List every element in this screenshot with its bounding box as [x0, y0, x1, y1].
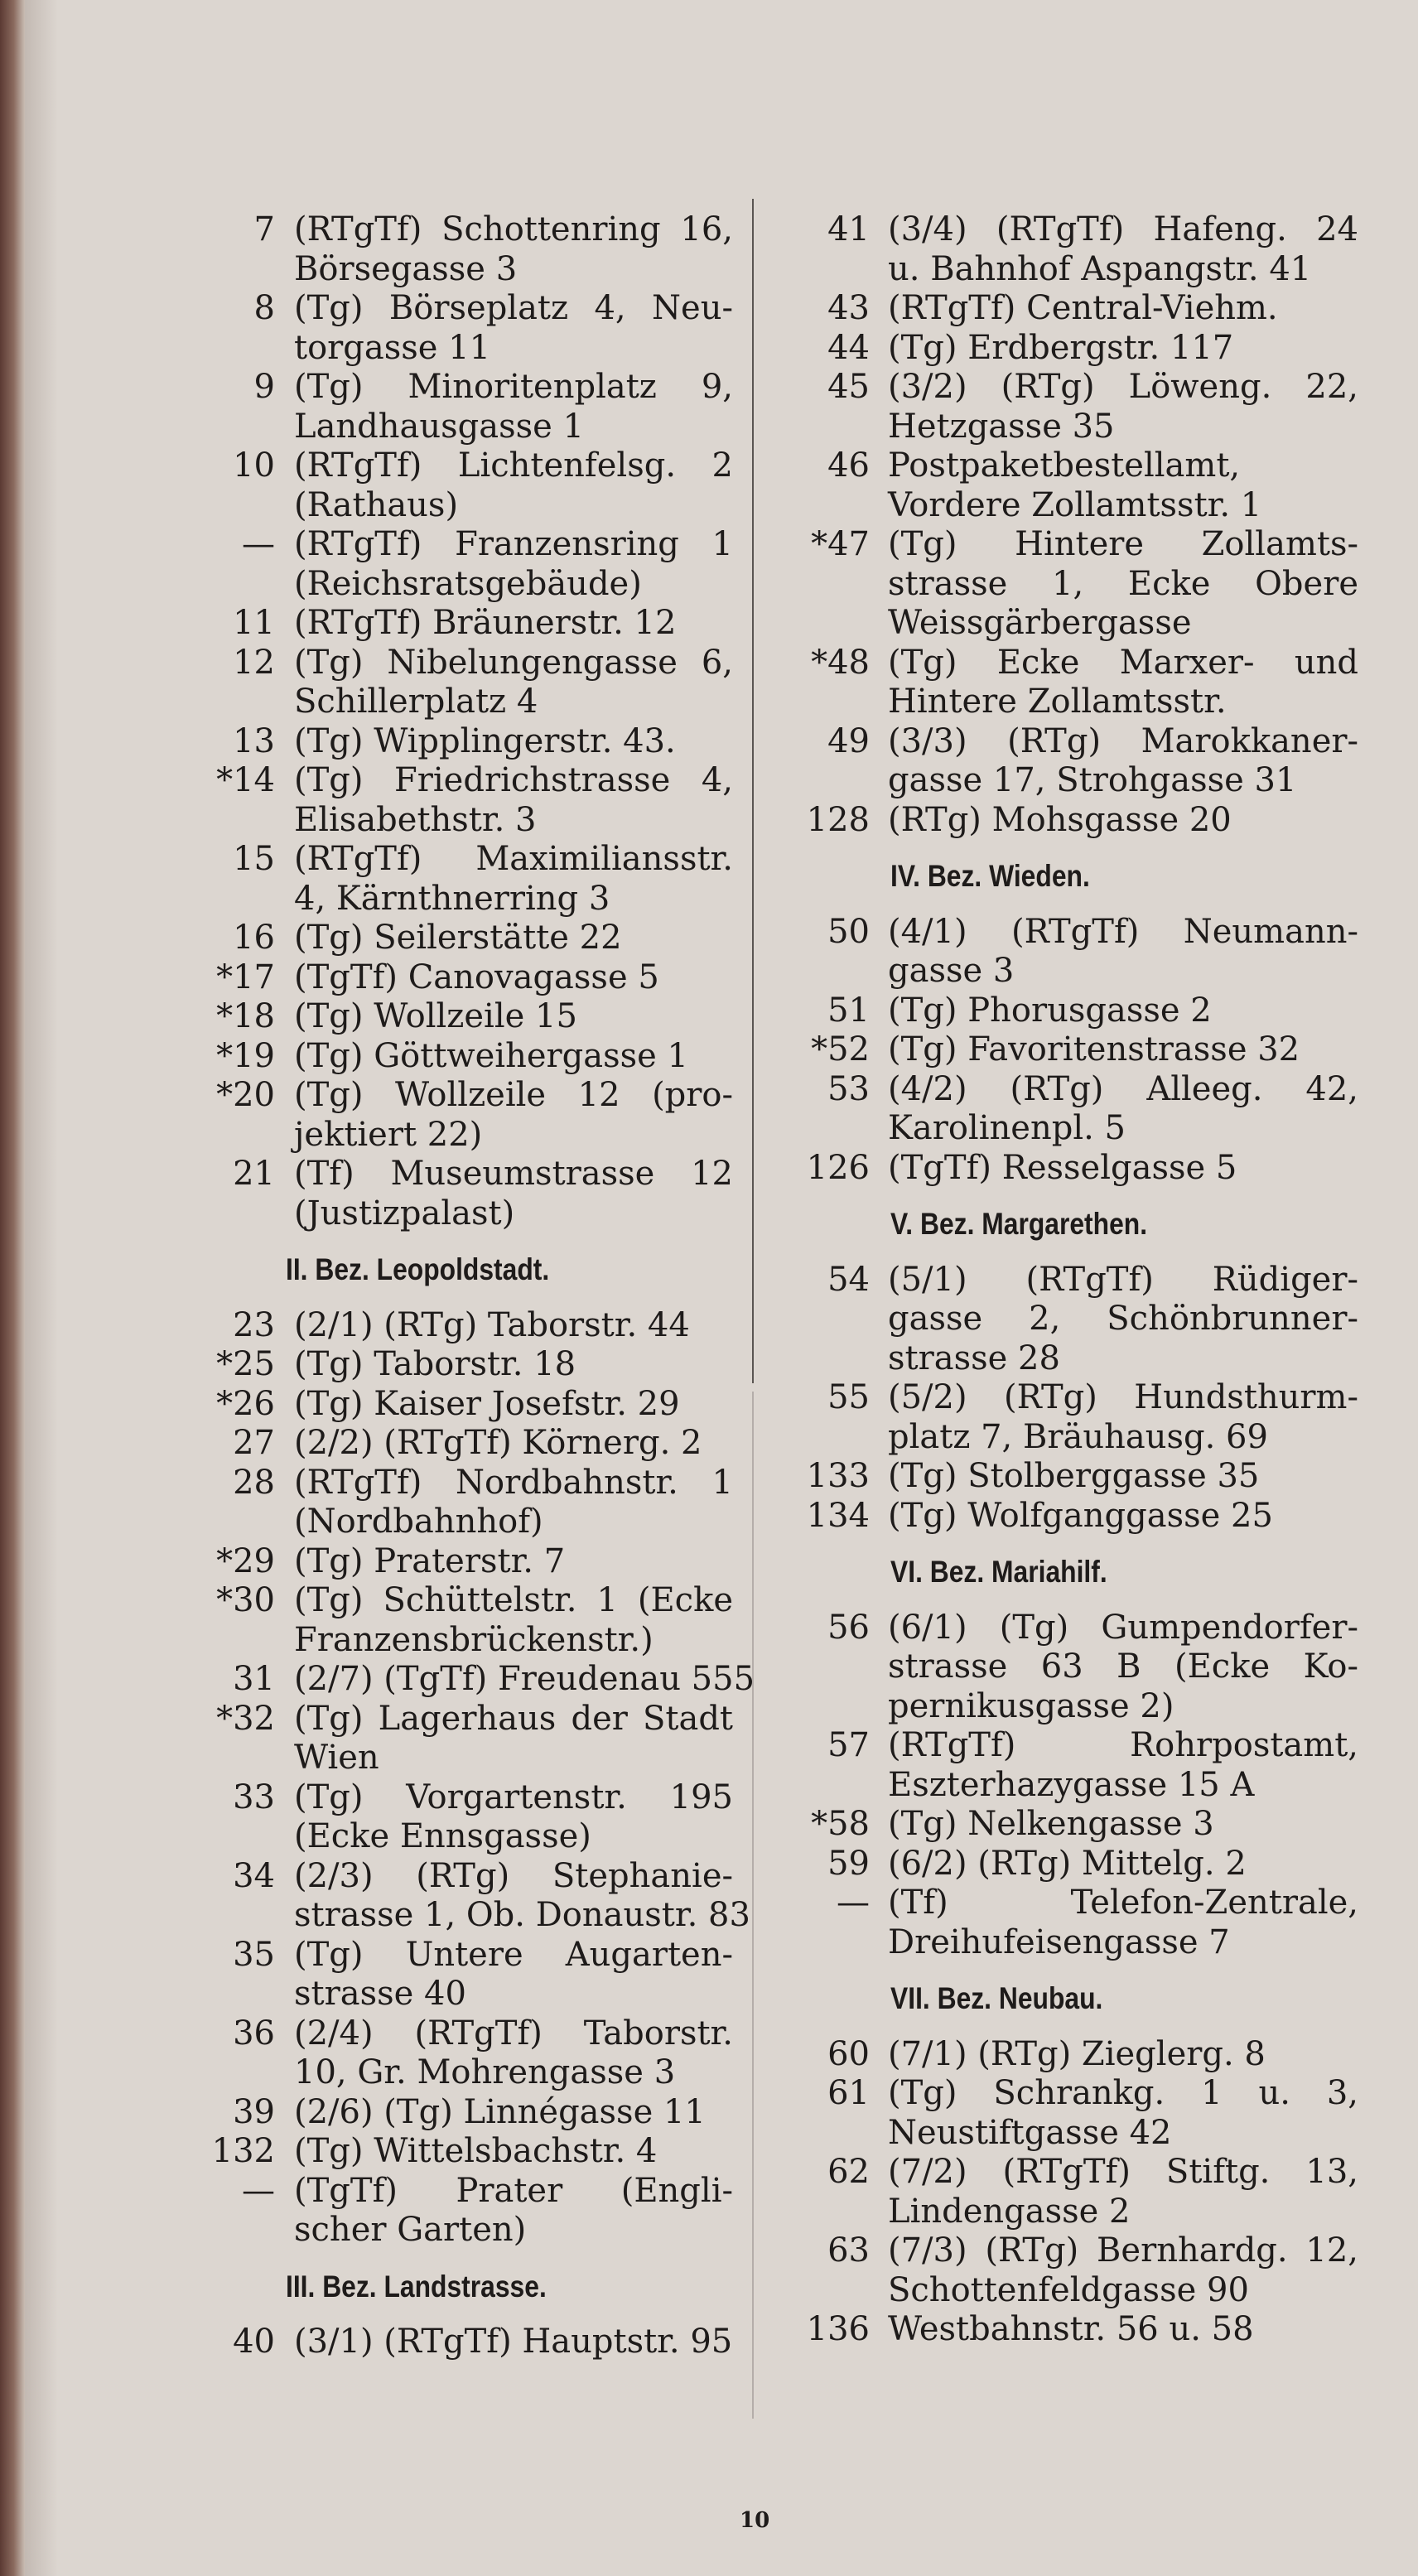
- office-number: 41: [827, 210, 870, 248]
- office-address: [888, 2231, 1358, 2310]
- address-line: scher Garten): [294, 2211, 527, 2249]
- address-line: pernikusgasse 2): [888, 1686, 1174, 1725]
- office-entry: [712, 913, 1358, 991]
- office-number: 23: [233, 1305, 275, 1344]
- address-line: (7/2) (RTgTf) Stiftg. 13,: [888, 2153, 1358, 2191]
- office-entry: [712, 1149, 1358, 1189]
- office-entry: [124, 958, 733, 998]
- office-number: 15: [233, 840, 275, 878]
- office-entry: [124, 2172, 733, 2250]
- address-line: Vordere Zollamtsstr. 1: [888, 485, 1262, 524]
- office-address: [888, 1030, 1358, 1070]
- address-line: (3/3) (RTg) Marokkaner-: [888, 721, 1358, 760]
- office-address: [294, 1581, 733, 1660]
- office-number: 34: [233, 1856, 275, 1895]
- office-number: —: [837, 1884, 870, 1922]
- office-number: 7: [253, 210, 275, 248]
- office-entry: [124, 1345, 733, 1385]
- office-address: [888, 1378, 1358, 1457]
- address-line: 4, Kärnthnerring 3: [294, 879, 610, 918]
- address-line: Dreihufeisengasse 7: [888, 1922, 1230, 1961]
- office-number: 59: [827, 1844, 870, 1883]
- address-line: (6/1) (Tg) Gumpendorfer-: [888, 1608, 1358, 1647]
- office-entry: [712, 525, 1358, 644]
- address-line: (2/2) (RTgTf) Körnerg. 2: [294, 1424, 702, 1462]
- office-entry: [712, 446, 1358, 525]
- office-address: [888, 289, 1358, 329]
- office-entry: [712, 801, 1358, 841]
- office-entry: [712, 289, 1358, 329]
- address-line: Weissgärbergasse: [888, 604, 1192, 642]
- address-line: (RTgTf) Maximiliansstr.: [294, 840, 733, 878]
- address-line: Westbahnstr. 56 u. 58: [888, 2310, 1254, 2348]
- office-entry: [712, 2231, 1358, 2310]
- address-line: strasse 63 B (Ecke Ko-: [888, 1647, 1358, 1686]
- address-line: Franzensbrückenstr.): [294, 1620, 654, 1659]
- address-line: (2/4) (RTgTf) Taborstr.: [294, 2014, 733, 2053]
- office-address: [294, 1464, 733, 1542]
- office-address: [888, 329, 1358, 369]
- address-line: (5/2) (RTg) Hundsthurm-: [888, 1378, 1358, 1416]
- address-line: jektiert 22): [294, 1115, 483, 1154]
- office-address: [294, 722, 733, 762]
- office-entry: [124, 1306, 733, 1346]
- office-entry: [712, 722, 1358, 801]
- office-address: [888, 210, 1358, 289]
- left-column: [124, 210, 755, 2362]
- office-address: [294, 604, 733, 644]
- address-line: (Reichsratsgebäude): [294, 564, 642, 603]
- office-entry: [124, 1856, 750, 1936]
- office-entry: [712, 1805, 1358, 1845]
- office-number: 57: [827, 1726, 870, 1764]
- address-line: (2/7) (TgTf) Freudenau 555: [294, 1660, 755, 1698]
- office-entry: [124, 644, 733, 722]
- office-entry: [124, 840, 733, 919]
- office-entry: [712, 210, 1358, 289]
- office-number: 44: [827, 328, 870, 367]
- office-address: [888, 2153, 1358, 2231]
- address-line: (Tg) Friedrichstrasse 4,: [294, 761, 733, 799]
- office-address: [888, 801, 1358, 841]
- office-address: [294, 1424, 733, 1464]
- office-entry: [124, 446, 733, 525]
- address-line: (4/2) (RTg) Alleeg. 42,: [888, 1069, 1358, 1108]
- office-number: 60: [827, 2034, 870, 2073]
- office-number: 62: [827, 2153, 870, 2191]
- office-number: *47: [811, 525, 870, 563]
- address-line: (Tg) Lagerhaus der Stadt: [294, 1699, 733, 1738]
- office-entry: [712, 329, 1358, 369]
- address-line: Postpaketbestellamt,: [888, 446, 1241, 485]
- office-number: 136: [806, 2310, 870, 2348]
- office-number: 21: [233, 1155, 275, 1193]
- office-entry: [124, 1385, 733, 1425]
- address-line: (Tg) Nelkengasse 3: [888, 1805, 1214, 1843]
- office-number: 51: [827, 991, 870, 1030]
- address-line: (2/1) (RTg) Taborstr. 44: [294, 1305, 690, 1344]
- district-heading: II. Bez. Leopoldstadt.: [286, 1252, 550, 1286]
- address-line: (RTgTf) Franzensring 1: [294, 525, 733, 563]
- office-address: [294, 1345, 733, 1385]
- office-address: [294, 958, 733, 998]
- address-line: (Tg) Nibelungengasse 6,: [294, 643, 733, 682]
- office-number: 39: [233, 2092, 275, 2131]
- address-line: (Tg) Wipplingerstr. 43.: [294, 721, 676, 760]
- office-address: [888, 1805, 1358, 1845]
- office-number: 56: [827, 1608, 870, 1647]
- address-line: (Justizpalast): [294, 1194, 515, 1233]
- office-address: [294, 644, 733, 722]
- office-entry: [124, 1778, 733, 1857]
- office-address: [294, 1856, 750, 1936]
- address-line: (7/1) (RTg) Zieglerg. 8: [888, 2034, 1266, 2073]
- office-number: *18: [216, 997, 275, 1035]
- office-number: 11: [233, 604, 275, 642]
- office-entry: [124, 997, 733, 1037]
- address-line: (Tg) Seilerstätte 22: [294, 919, 622, 957]
- office-address: [294, 1076, 733, 1155]
- office-number: 134: [806, 1496, 870, 1535]
- office-address: [888, 525, 1358, 644]
- page-gutter-shadow: [25, 0, 58, 2576]
- address-line: (Tg) Ecke Marxer- und: [888, 643, 1358, 682]
- office-number: *26: [216, 1384, 275, 1423]
- office-entry: [712, 368, 1358, 446]
- address-line: (Tf) Museumstrasse 12: [294, 1155, 733, 1193]
- office-entry: [124, 1660, 755, 1700]
- office-number: 8: [253, 289, 275, 327]
- address-line: gasse 17, Strohgasse 31: [888, 761, 1297, 799]
- address-line: (Tg) Börseplatz 4, Neu-: [294, 289, 733, 327]
- address-line: (Tg) Wollzeile 12 (pro-: [294, 1076, 733, 1114]
- district-heading: V. Bez. Margarethen.: [890, 1207, 1148, 1241]
- office-entry: [124, 761, 733, 840]
- office-number: —: [242, 2171, 275, 2210]
- address-line: (RTgTf) Bräunerstr. 12: [294, 604, 677, 642]
- address-line: (Tg) Göttweihergasse 1: [294, 1036, 688, 1075]
- office-address: [294, 2014, 733, 2093]
- office-number: *17: [216, 958, 275, 996]
- address-line: (Tg) Praterstr. 7: [294, 1541, 566, 1580]
- address-line: (2/3) (RTg) Stephanie-: [294, 1856, 733, 1895]
- office-number: 35: [233, 1935, 275, 1974]
- office-address: [888, 2074, 1358, 2153]
- address-line: (RTgTf) Schottenring 16,: [294, 210, 733, 248]
- office-address: [294, 1306, 733, 1346]
- address-line: (Tg) Minoritenplatz 9,: [294, 368, 733, 406]
- office-address: [294, 761, 733, 840]
- right-column: [712, 210, 1358, 2350]
- office-entry: [124, 2014, 733, 2093]
- office-entry: [712, 1261, 1358, 1379]
- office-number: 54: [827, 1260, 870, 1299]
- office-number: *30: [216, 1581, 275, 1619]
- office-address: [294, 2132, 733, 2172]
- address-line: Neustiftgasse 42: [888, 2113, 1172, 2152]
- office-address: [294, 368, 733, 446]
- office-entry: [124, 368, 733, 446]
- address-line: (Tg) Schrankg. 1 u. 3,: [888, 2074, 1358, 2112]
- office-entry: [712, 1070, 1358, 1149]
- office-number: 63: [827, 2231, 870, 2270]
- office-number: *20: [216, 1076, 275, 1114]
- office-number: 27: [233, 1424, 275, 1462]
- office-number: *52: [811, 1030, 870, 1069]
- office-entry: [712, 1030, 1358, 1070]
- district-heading: VII. Bez. Neubau.: [890, 1981, 1103, 2015]
- address-line: (2/6) (Tg) Linnégasse 11: [294, 2092, 706, 2131]
- address-line: (Tg) Schüttelstr. 1 (Ecke: [294, 1581, 733, 1619]
- address-line: (Tg) Favoritenstrasse 32: [888, 1030, 1300, 1069]
- office-entry: [124, 1155, 733, 1233]
- office-address: [888, 1149, 1358, 1189]
- office-number: *25: [216, 1345, 275, 1383]
- address-line: torgasse 11: [294, 328, 491, 367]
- address-line: (5/1) (RTgTf) Rüdiger-: [888, 1260, 1358, 1299]
- address-line: (RTgTf) Rohrpostamt,: [888, 1726, 1358, 1764]
- address-line: strasse 40: [294, 1975, 466, 2013]
- office-address: [888, 446, 1358, 525]
- district-heading: IV. Bez. Wieden.: [890, 859, 1090, 893]
- office-address: [294, 840, 733, 919]
- office-address: [294, 2093, 733, 2133]
- address-line: (TgTf) Prater (Engli-: [294, 2171, 733, 2210]
- office-entry: [124, 1700, 733, 1778]
- office-number: 133: [806, 1457, 870, 1495]
- office-number: *48: [811, 643, 870, 682]
- office-address: [888, 1884, 1358, 1962]
- office-address: [294, 1700, 733, 1778]
- office-address: [294, 210, 733, 289]
- address-line: (Tg) Phorusgasse 2: [888, 991, 1212, 1030]
- office-entry: [124, 210, 733, 289]
- office-address: [888, 1845, 1358, 1884]
- office-entry: [124, 2132, 733, 2172]
- office-number: 12: [233, 643, 275, 682]
- office-address: [888, 1497, 1358, 1536]
- address-line: (Tg) Hintere Zollamts-: [888, 525, 1358, 563]
- address-line: Wien: [294, 1739, 379, 1777]
- address-line: (3/4) (RTgTf) Hafeng. 24: [888, 210, 1358, 248]
- office-address: [294, 525, 733, 604]
- address-line: (7/3) (RTg) Bernhardg. 12,: [888, 2231, 1358, 2270]
- office-address: [294, 2172, 733, 2250]
- office-address: [888, 1261, 1358, 1379]
- office-entry: [712, 1726, 1358, 1805]
- office-address: [294, 997, 733, 1037]
- office-entry: [712, 991, 1358, 1031]
- office-entry: [124, 1581, 733, 1660]
- office-address: [888, 722, 1358, 801]
- office-entry: [712, 1378, 1358, 1457]
- office-number: 9: [253, 368, 275, 406]
- office-address: [888, 2035, 1358, 2075]
- office-number: *32: [216, 1699, 275, 1738]
- office-entry: [124, 2323, 733, 2362]
- office-number: 126: [806, 1148, 870, 1187]
- address-line: strasse 28: [888, 1339, 1060, 1377]
- office-entry: [712, 2035, 1358, 2075]
- address-line: platz 7, Bräuhausg. 69: [888, 1417, 1268, 1456]
- address-line: 10, Gr. Mohrengasse 3: [294, 2053, 676, 2091]
- office-number: 31: [233, 1660, 275, 1698]
- office-number: 53: [827, 1069, 870, 1108]
- office-entry: [124, 1936, 733, 2014]
- office-number: 28: [233, 1463, 275, 1502]
- address-line: (RTgTf) Nordbahnstr. 1: [294, 1463, 733, 1502]
- office-number: *19: [216, 1036, 275, 1075]
- address-line: (RTgTf) Lichtenfelsg. 2: [294, 446, 733, 485]
- office-number: 128: [806, 800, 870, 839]
- office-number: 49: [827, 721, 870, 760]
- office-entry: [124, 289, 733, 368]
- office-number: 50: [827, 912, 870, 951]
- page-number: 10: [740, 2508, 770, 2533]
- address-line: (TgTf) Resselgasse 5: [888, 1148, 1237, 1187]
- office-address: [294, 2323, 733, 2362]
- office-entry: [712, 1609, 1358, 1727]
- office-number: 13: [233, 721, 275, 760]
- office-address: [294, 919, 733, 958]
- office-entry: [712, 1845, 1358, 1884]
- address-line: (Tg) Stolberggasse 35: [888, 1457, 1260, 1495]
- office-number: *14: [216, 761, 275, 799]
- address-line: strasse 1, Ob. Donaustr. 83: [294, 1896, 750, 1934]
- office-address: [294, 1778, 733, 1857]
- office-number: 43: [827, 289, 870, 327]
- office-number: 40: [233, 2323, 275, 2361]
- office-address: [888, 1726, 1358, 1805]
- office-entry: [124, 2093, 733, 2133]
- district-heading: VI. Bez. Mariahilf.: [890, 1555, 1107, 1589]
- office-number: 36: [233, 2014, 275, 2053]
- address-line: (Rathaus): [294, 485, 459, 524]
- address-line: u. Bahnhof Aspangstr. 41: [888, 249, 1312, 288]
- office-entry: [712, 2153, 1358, 2231]
- office-number: 45: [827, 368, 870, 406]
- office-address: [294, 446, 733, 525]
- office-entry: [124, 1076, 733, 1155]
- book-binding-edge: [0, 0, 25, 2576]
- office-address: [888, 1457, 1358, 1497]
- office-address: [294, 1037, 733, 1077]
- office-address: [888, 913, 1358, 991]
- address-line: Elisabethstr. 3: [294, 800, 537, 839]
- address-line: Landhausgasse 1: [294, 407, 585, 446]
- office-entry: [712, 644, 1358, 722]
- address-line: (Tg) Wollzeile 15: [294, 997, 577, 1035]
- address-line: (3/1) (RTgTf) Hauptstr. 95: [294, 2323, 733, 2361]
- address-line: (Tg) Wittelsbachstr. 4: [294, 2132, 658, 2170]
- address-line: Lindengasse 2: [888, 2192, 1131, 2231]
- address-line: Hintere Zollamtsstr.: [888, 683, 1227, 721]
- office-address: [888, 644, 1358, 722]
- office-number: *58: [811, 1805, 870, 1843]
- address-line: (Tg) Taborstr. 18: [294, 1345, 576, 1383]
- office-address: [294, 289, 733, 368]
- address-line: Schillerplatz 4: [294, 683, 538, 721]
- address-line: strasse 1, Ecke Obere: [888, 564, 1358, 603]
- office-number: 46: [827, 446, 870, 485]
- address-line: (Tf) Telefon-Zentrale,: [888, 1884, 1358, 1922]
- office-entry: [124, 1424, 733, 1464]
- office-number: 55: [827, 1378, 870, 1416]
- office-entry: [124, 525, 733, 604]
- office-entry: [712, 1497, 1358, 1536]
- office-entry: [124, 1542, 733, 1582]
- office-number: 61: [827, 2074, 870, 2112]
- address-line: (Ecke Ennsgasse): [294, 1817, 591, 1855]
- office-address: [294, 1660, 755, 1700]
- address-line: Karolinenpl. 5: [888, 1109, 1126, 1147]
- office-entry: [712, 2074, 1358, 2153]
- address-line: (Tg) Wolfganggasse 25: [888, 1496, 1273, 1535]
- address-line: (RTg) Mohsgasse 20: [888, 800, 1232, 839]
- office-number: *29: [216, 1541, 275, 1580]
- address-line: (4/1) (RTgTf) Neumann-: [888, 912, 1358, 951]
- address-line: (TgTf) Canovagasse 5: [294, 958, 659, 996]
- office-entry: [712, 2310, 1358, 2350]
- office-entry: [124, 1464, 733, 1542]
- office-address: [888, 991, 1358, 1031]
- address-line: (Tg) Vorgartenstr. 195: [294, 1778, 733, 1816]
- address-line: (Tg) Kaiser Josefstr. 29: [294, 1384, 680, 1423]
- address-line: (Tg) Untere Augarten-: [294, 1935, 733, 1974]
- office-entry: [124, 722, 733, 762]
- address-line: gasse 3: [888, 952, 1015, 990]
- office-address: [888, 1609, 1358, 1727]
- office-entry: [124, 919, 733, 958]
- office-address: [294, 1155, 733, 1233]
- address-line: (RTgTf) Central-Viehm.: [888, 289, 1278, 327]
- office-entry: [712, 1884, 1358, 1962]
- address-line: (3/2) (RTg) Löweng. 22,: [888, 368, 1358, 406]
- office-number: 132: [211, 2132, 275, 2170]
- office-entry: [124, 604, 733, 644]
- office-address: [294, 1936, 733, 2014]
- office-address: [888, 1070, 1358, 1149]
- office-number: —: [242, 525, 275, 563]
- address-line: Eszterhazygasse 15 A: [888, 1765, 1255, 1804]
- office-address: [294, 1385, 733, 1425]
- office-address: [294, 1542, 733, 1582]
- office-entry: [124, 1037, 733, 1077]
- office-number: 16: [233, 919, 275, 957]
- office-entry: [712, 1457, 1358, 1497]
- address-line: gasse 2, Schönbrunner-: [888, 1300, 1358, 1338]
- office-number: 33: [233, 1778, 275, 1816]
- district-heading: III. Bez. Landstrasse.: [286, 2269, 547, 2303]
- office-address: [888, 2310, 1358, 2350]
- address-line: (Nordbahnhof): [294, 1503, 543, 1541]
- office-number: 10: [233, 446, 275, 485]
- address-line: Schottenfeldgasse 90: [888, 2270, 1249, 2309]
- address-line: (6/2) (RTg) Mittelg. 2: [888, 1844, 1247, 1883]
- address-line: (Tg) Erdbergstr. 117: [888, 328, 1234, 367]
- office-address: [888, 368, 1358, 446]
- address-line: Börsegasse 3: [294, 249, 518, 288]
- address-line: Hetzgasse 35: [888, 407, 1115, 446]
